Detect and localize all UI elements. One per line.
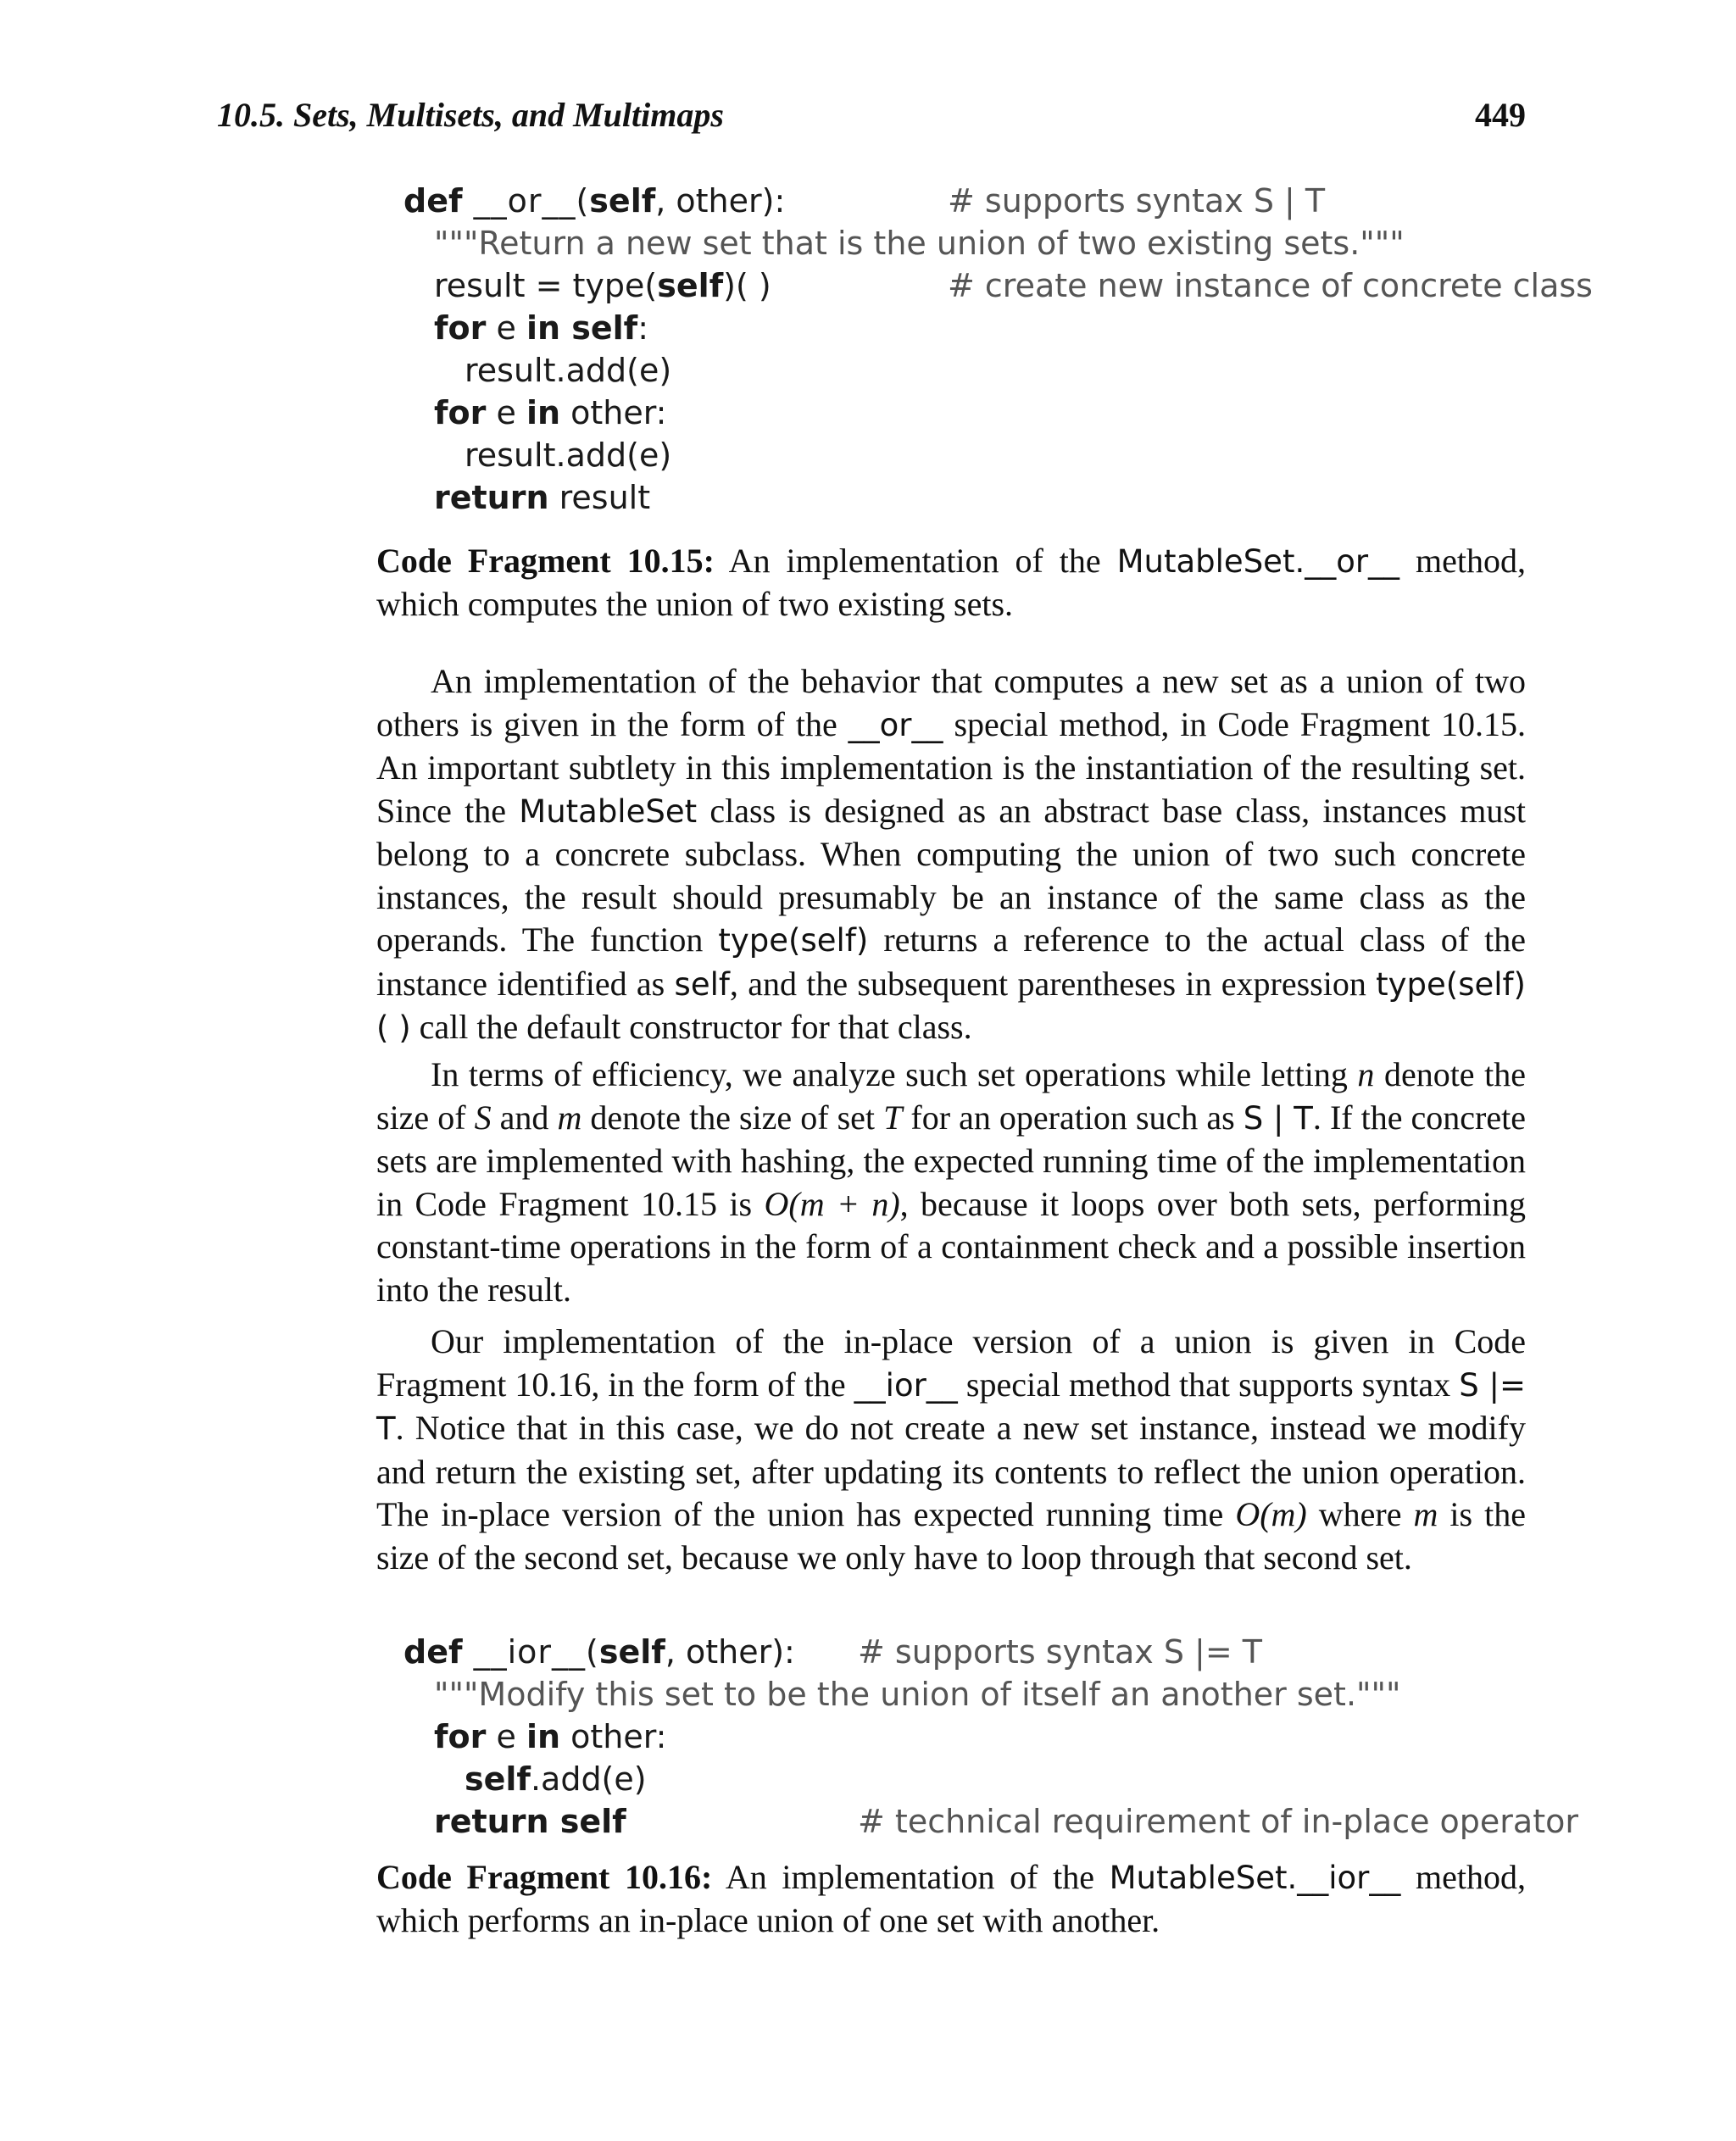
code-line: for e in self: [434, 309, 649, 347]
code-line: def __or__(self, other): [403, 182, 786, 220]
code-comment: # technical requirement of in-place operator [858, 1803, 1578, 1840]
code-line: result.add(e) [465, 352, 672, 389]
code-comment: # supports syntax S | T [948, 182, 1326, 220]
code-comment: # supports syntax S |= T [858, 1633, 1262, 1671]
code-line: self.add(e) [465, 1760, 647, 1798]
body-paragraph: An implementation of the behavior that computes a new set as a union of two others is given in the form of the __or__ special method, in Code Fragment 10.15. An important subtlety in this implementation is the instantiation of the resulting set. Since the MutableSet class is designed as an abstract base class, instances must belong to a concrete subclass. When computing the union of two such concrete instances, the result should presumably be an instance of the same class as the operands. The function type(self) returns a reference to the actual class of the instance identified as self, and the subsequent parentheses in expression type(self)( ) call the default constructor for that class. [376, 662, 1527, 1046]
code-line: result = type(self)( ) [434, 267, 771, 304]
docstring: """Return a new set that is the union of two existing sets.""" [434, 225, 1405, 262]
code-line: for e in other: [434, 394, 667, 431]
body-paragraph: Our implementation of the in-place version of a union is given in Code Fragment 10.16, in the form of the __ior__ special method that supports syntax S |= T. Notice that in this case, we do not create a new set instance, instead we modify and return the existing set, after updating its contents to reflect the union operation. The in-place version of the union has expected running time O(m) where m is the size of the second set, because we only have to loop through that second set. [376, 1322, 1527, 1577]
docstring: """Modify this set to be the union of itself an another set.""" [434, 1676, 1401, 1713]
code-line: return result [434, 479, 651, 516]
body-paragraph: In terms of efficiency, we analyze such set operations while letting n denote the size of S and m denote the size of set T for an operation such as S | T. If the concrete sets are implemented with hashing, the expected running time of the implementation in Code Fragment 10.15 is O(m + n), because it loops over both sets, performing constant-time operations in the form of a containment check and a possible insertion into the result. [376, 1055, 1527, 1309]
caption-code-fragment-10-15: Code Fragment 10.15: An implementation of the MutableSet.__or__ method, which computes the union of two existing sets. [376, 542, 1526, 623]
code-comment: # create new instance of concrete class [948, 267, 1593, 304]
caption-code-fragment-10-16: Code Fragment 10.16: An implementation of the MutableSet.__ior__ method, which performs an in-place union of one set with another. [376, 1858, 1527, 1939]
code-fragment-ior [0, 1631, 1736, 1851]
code-line: for e in other: [434, 1718, 667, 1755]
page-header [217, 95, 1526, 146]
code-fragment-or [0, 180, 1736, 527]
code-line: result.add(e) [465, 437, 672, 474]
code-line: return self [434, 1803, 626, 1840]
code-line: def __ior__(self, other): [403, 1633, 795, 1671]
running-head: 10.5. Sets, Multisets, and Multimaps [217, 96, 724, 134]
page-number: 449 [1475, 96, 1526, 134]
